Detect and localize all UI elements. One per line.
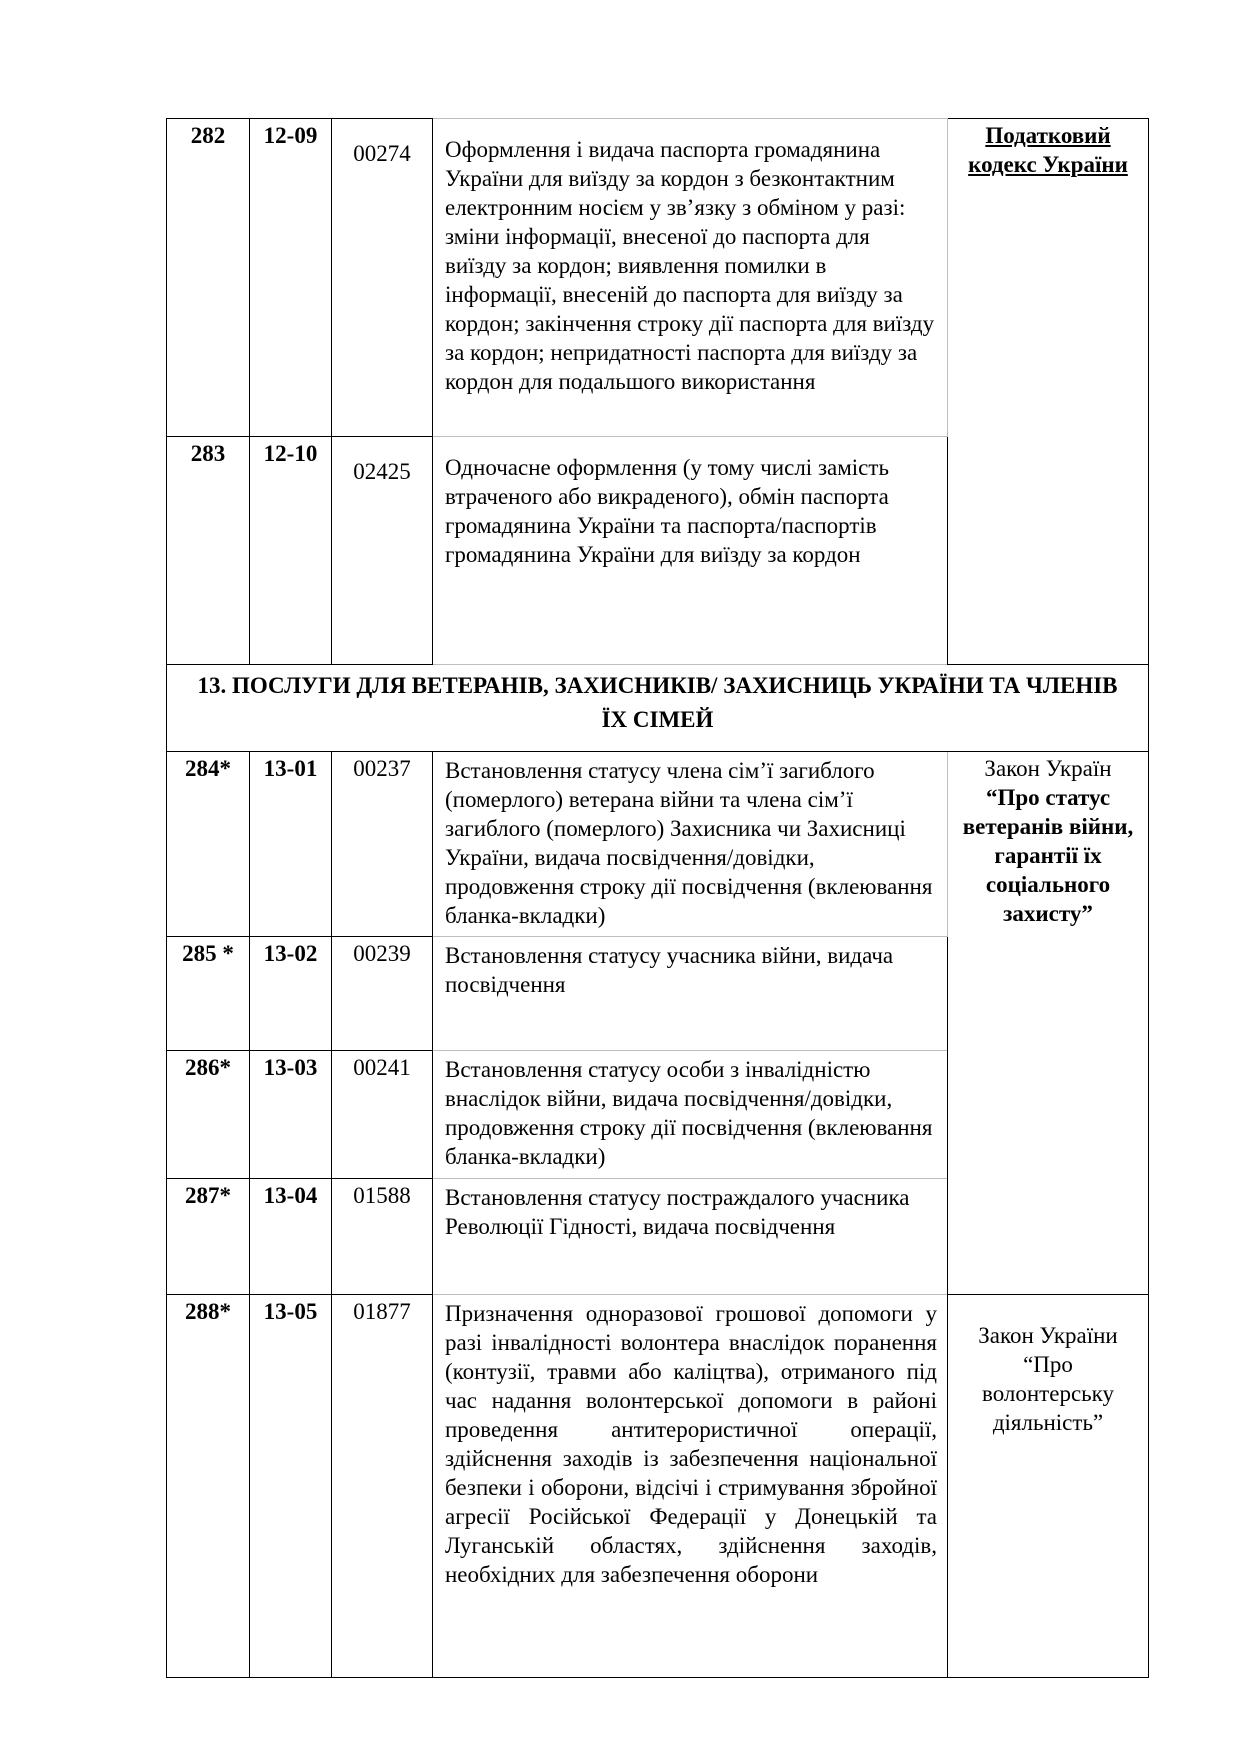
service-code: 01877 (332, 1295, 433, 1678)
row-number: 282 (167, 119, 250, 437)
service-description: Встановлення статусу учасника війни, видача посвідчення (433, 937, 948, 1051)
row-subnumber: 13-04 (250, 1179, 332, 1295)
row-subnumber: 13-01 (250, 752, 332, 937)
row-number: 287* (167, 1179, 250, 1295)
row-subnumber: 12-10 (250, 437, 332, 665)
legal-basis-text: Податковий кодекс України (968, 123, 1128, 177)
service-code: 00237 (332, 752, 433, 937)
section-heading: 13. ПОСЛУГИ ДЛЯ ВЕТЕРАНІВ, ЗАХИСНИКІВ/ ЗАХИСНИЦЬ УКРАЇНИ ТА ЧЛЕНІВ ЇХ СІМЕЙ (167, 665, 1149, 752)
row-number: 285 * (167, 937, 250, 1051)
row-number: 283 (167, 437, 250, 665)
row-number: 284* (167, 752, 250, 937)
service-description (433, 1295, 948, 1678)
services-table (166, 118, 1149, 1678)
service-code: 00274 (332, 119, 433, 437)
legal-basis-bold: “Про статус ветеранів війни, гарантії їх соціального захисту” (962, 785, 1134, 926)
row-subnumber: 13-03 (250, 1051, 332, 1179)
service-code: 02425 (332, 437, 433, 665)
row-subnumber: 13-02 (250, 937, 332, 1051)
service-code: 00239 (332, 937, 433, 1051)
service-code: 00241 (332, 1051, 433, 1179)
service-description: Встановлення статусу члена сім’ї загиблого (померлого) ветерана війни та члена сім’ї загиблого (померлого) Захисника чи Захисниці України, видача посвідчення/довідки, продовження строку дії посвідчення (вклеювання бланка-вкладки) (433, 752, 948, 937)
row-number: 288* (167, 1295, 250, 1678)
service-description: Встановлення статусу особи з інвалідністю внаслідок війни, видача посвідчення/довідки, продовження строку дії посвідчення (вклеювання бланка-вкладки) (433, 1051, 948, 1179)
table-row (167, 752, 1149, 937)
row-number: 286* (167, 1051, 250, 1179)
service-description-text: Призначення одноразової грошової допомоги у разі інвалідності волонтера внаслідок поранення (контузії, травми або каліцтва), отриманого під час надання волонтерської допомоги в районі проведення антитерористичної операції, здійснення заходів із забезпечення національної безпеки і оборони, відсічі і стримування збройної агресії Російської Федерації у Донецькій та Луганській областях, здійснення заходів, необхідних для забезпечення оборони (445, 1301, 937, 1587)
row-subnumber: 12-09 (250, 119, 332, 437)
legal-basis: Закон України “Про волонтерську діяльність” (948, 1295, 1149, 1678)
table-row (167, 1295, 1149, 1678)
legal-basis (948, 752, 1149, 1295)
service-code: 01588 (332, 1179, 433, 1295)
service-description: Встановлення статусу постраждалого учасника Революції Гідності, видача посвідчення (433, 1179, 948, 1295)
row-subnumber: 13-05 (250, 1295, 332, 1678)
service-description: Оформлення і видача паспорта громадянина України для виїзду за кордон з безконтактним електронним носієм у зв’язку з обміном у разі: зміни інформації, внесеної до паспорта для виїзду за кордон; виявлення помилки в інформації, внесеній до паспорта для виїзду за кордон; закінчення строку дії паспорта для виїзду за кордон; непридатності паспорта для виїзду за кордон для подальшого використання (433, 119, 948, 437)
table-row (167, 119, 1149, 437)
service-description: Одночасне оформлення (у тому числі замість втраченого або викраденого), обмін паспорта громадянина України та паспорта/паспортів громадянина України для виїзду за кордон (433, 437, 948, 665)
section-row (167, 665, 1149, 752)
legal-basis (948, 119, 1149, 665)
legal-basis-plain: Закон Україн (984, 756, 1112, 781)
